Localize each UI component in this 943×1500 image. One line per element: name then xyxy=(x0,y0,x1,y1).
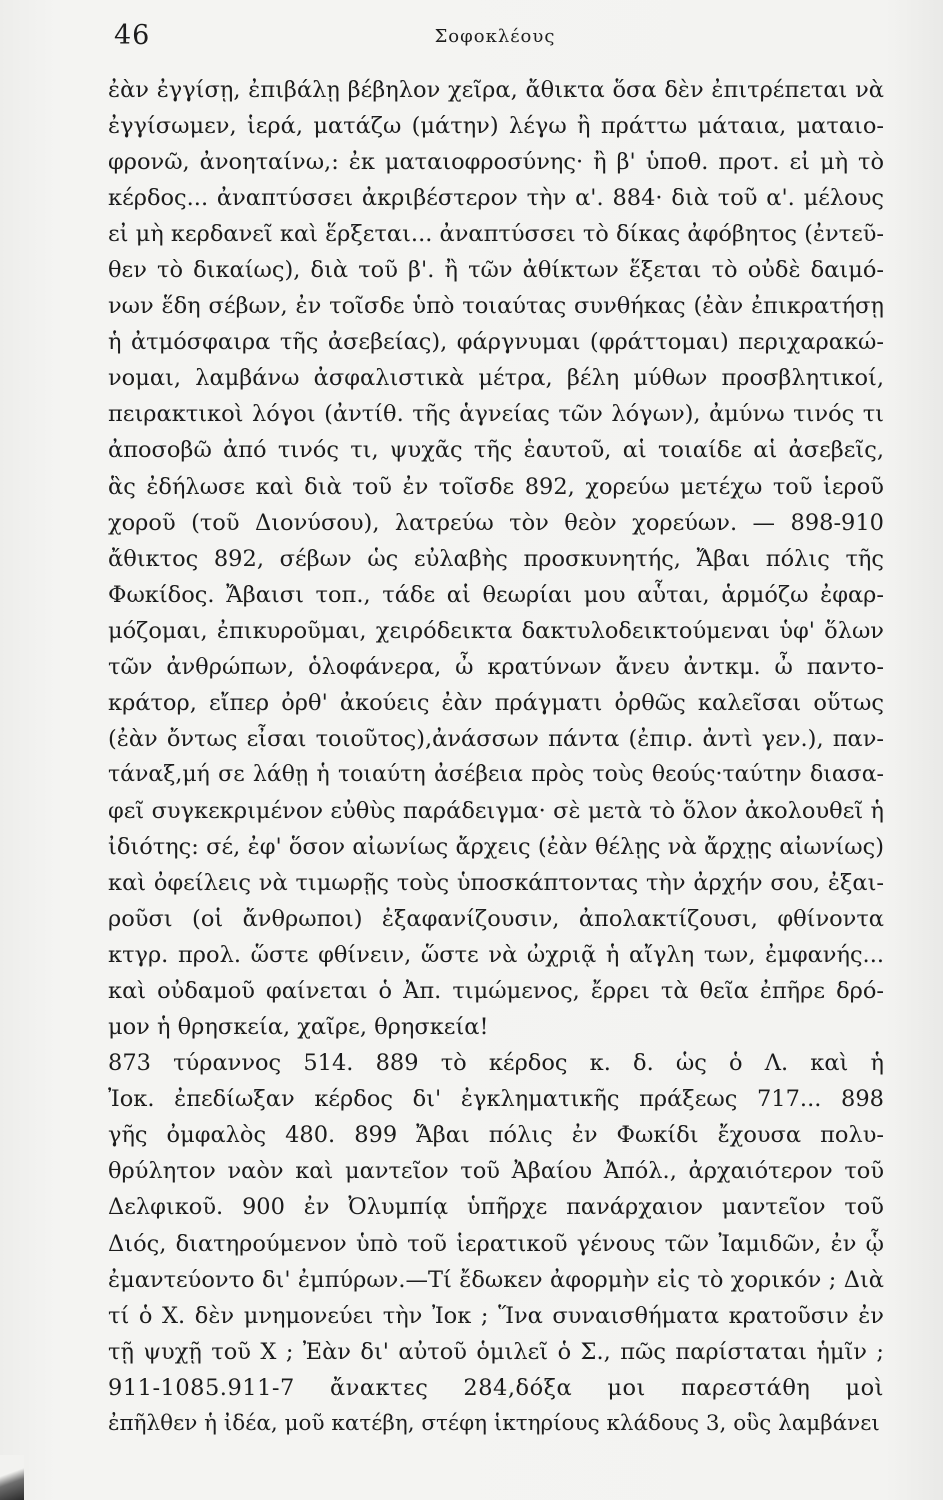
text-line: πειρακτικοὶ λόγοι (ἀντίθ. τῆς ἁγνείας τῶν λόγων), ἀμύνω τινός τι xyxy=(108,401,884,428)
text-line: μον ἡ θρησκεία, χαῖρε, θρησκεία! xyxy=(108,1014,489,1041)
text-line: ἰδιότης: σέ, ἐφ' ὅσον αἰωνίως ἄρχεις (ἐὰν θέλῃς νὰ ἄρχῃς αἰωνίως) xyxy=(108,833,884,860)
text-line: 911-1085.911-7 ἄνακτες 284,δόξα μοι παρεστάθη μοὶ xyxy=(108,1374,884,1401)
text-line: θεν τὸ δικαίως), διὰ τοῦ β'. ἢ τῶν ἀθίκτων ἕξεται τὸ οὐδὲ δαιμό- xyxy=(108,257,884,284)
text-line: τί ὁ Χ. δὲν μνημονεύει τὴν Ἰοκ ; Ἵνα συναισθήματα κρατοῦσιν ἐν xyxy=(108,1302,884,1329)
page-edge-shadow xyxy=(0,1455,24,1500)
text-line: ἃς ἐδήλωσε καὶ διὰ τοῦ ἐν τοῖσδε 892, χορεύω μετέχω τοῦ ἱεροῦ xyxy=(108,473,884,500)
text-line: ἐὰν ἐγγίσῃ, ἐπιβάλῃ βέβηλον χεῖρα, ἄθικτα ὅσα δὲν ἐπιτρέπεται νὰ xyxy=(108,77,884,103)
text-line: κράτορ, εἴπερ ὀρθ' ἀκούεις ἐὰν πράγματι ὀρθῶς καλεῖσαι οὕτως xyxy=(108,689,884,716)
text-line: φεῖ συγκεκριμένον εὐθὺς παράδειγμα· σὲ μετὰ τὸ ὅλον ἀκολουθεῖ ἡ xyxy=(108,797,884,824)
page-number: 46 xyxy=(114,20,151,51)
text-line: Δελφικοῦ. 900 ἐν Ὀλυμπίᾳ ὑπῆρχε πανάρχαιον μαντεῖον τοῦ xyxy=(108,1194,884,1221)
text-line: μόζομαι, ἐπικυροῦμαι, χειρόδεικτα δακτυλοδεικτούμεναι ὑφ' ὅλων xyxy=(108,617,884,644)
text-line: κέρδος... ἀναπτύσσει ἀκριβέστερον τὴν α'. 884· διὰ τοῦ α'. μέλους xyxy=(108,185,884,212)
page-header xyxy=(110,20,880,56)
text-line: φρονῶ, ἀνοηταίνω,: ἐκ ματαιοφροσύνης· ἢ β' ὑποθ. προτ. εἰ μὴ τὸ xyxy=(108,149,884,176)
commentary-text xyxy=(108,72,884,1442)
text-line: καὶ οὐδαμοῦ φαίνεται ὁ Ἀπ. τιμώμενος, ἔρρει τὰ θεῖα ἐπῆρε δρό- xyxy=(108,978,884,1005)
text-line: 873 τύραννος 514. 889 τὸ κέρδος κ. δ. ὡς ὁ Λ. καὶ ἡ xyxy=(108,1050,884,1077)
text-line: θρύλητον ναὸν καὶ μαντεῖον τοῦ Ἀβαίου Ἀπόλ., ἀρχαιότερον τοῦ xyxy=(108,1158,884,1185)
text-line: Ἰοκ. ἐπεδίωξαν κέρδος δι' ἐγκληματικῆς πράξεως 717... 898 xyxy=(108,1086,884,1113)
text-line: ἄθικτος 892, σέβων ὡς εὐλαβὴς προσκυνητής, Ἄβαι πόλις τῆς xyxy=(108,545,884,572)
text-line: ἡ ἀτμόσφαιρα τῆς ἀσεβείας), φάργνυμαι (φράττομαι) περιχαρακώ- xyxy=(108,329,884,356)
text-line: ροῦσι (οἱ ἄνθρωποι) ἐξαφανίζουσιν, ἀπολακτίζουσι, φθίνοντα xyxy=(108,906,884,933)
text-line: γῆς ὀμφαλὸς 480. 899 Ἄβαι πόλις ἐν Φωκίδι ἔχουσα πολυ- xyxy=(108,1122,884,1149)
text-line: ἐγγίσωμεν, ἱερά, ματάζω (μάτην) λέγω ἢ πράττω μάταια, ματαιο- xyxy=(108,113,884,140)
text-line: κτγρ. προλ. ὥστε φθίνειν, ὥστε νὰ ὠχριᾷ ἡ αἴγλη των, ἐμφανής... xyxy=(108,942,884,969)
text-line: ἐπῆλθεν ἡ ἰδέα, μοῦ κατέβη, στέφη ἱκτηρίους κλάδους 3, οὓς λαμβάνει xyxy=(108,1410,880,1436)
text-line: καὶ ὀφείλεις νὰ τιμωρῇς τοὺς ὑποσκάπτοντας τὴν ἀρχήν σου, ἐξαι- xyxy=(108,870,884,897)
text-line: τῇ ψυχῇ τοῦ Χ ; Ἐὰν δι' αὐτοῦ ὁμιλεῖ ὁ Σ., πῶς παρίσταται ἡμῖν ; xyxy=(108,1338,884,1365)
text-line: Φωκίδος. Ἄβαισι τοπ., τάδε αἱ θεωρίαι μου αὗται, ἁρμόζω ἐφαρ- xyxy=(108,581,884,608)
text-line: νων ἕδη σέβων, ἐν τοῖσδε ὑπὸ τοιαύτας συνθήκας (ἐὰν ἐπικρατήσῃ xyxy=(108,293,884,320)
running-title: Σοφοκλέους xyxy=(434,26,556,47)
text-line: χοροῦ (τοῦ Διονύσου), λατρεύω τὸν θεὸν χορεύων. — 898-910 xyxy=(108,509,884,536)
text-line: (ἐὰν ὄντως εἶσαι τοιοῦτος),ἀνάσσων πάντα (ἐπιρ. ἀντὶ γεν.), παν- xyxy=(108,725,884,752)
text-line: εἰ μὴ κερδανεῖ καὶ ἕρξεται... ἀναπτύσσει τὸ δίκας ἀφόβητος (ἐντεῦ- xyxy=(108,221,884,248)
text-line: τάναξ,μή σε λάθῃ ἡ τοιαύτη ἀσέβεια πρὸς τοὺς θεούς·ταύτην διασα- xyxy=(108,761,884,787)
text-line: νομαι, λαμβάνω ἀσφαλιστικὰ μέτρα, βέλη μύθων προσβλητικοί, xyxy=(108,365,884,392)
text-line: Διός, διατηρούμενον ὑπὸ τοῦ ἱερατικοῦ γένους τῶν Ἰαμιδῶν, ἐν ᾧ xyxy=(108,1230,884,1257)
text-line: ἀποσοβῶ ἀπό τινός τι, ψυχᾶς τῆς ἑαυτοῦ, αἱ τοιαίδε αἱ ἀσεβεῖς, xyxy=(108,437,884,464)
text-line: τῶν ἀνθρώπων, ὁλοφάνερα, ὦ κρατύνων ἄνευ ἀντκμ. ὦ παντο- xyxy=(108,653,884,680)
text-line: ἐμαντεύοντο δι' ἐμπύρων.—Τί ἔδωκεν ἀφορμὴν εἰς τὸ χορικόν ; Διὰ xyxy=(108,1266,884,1293)
